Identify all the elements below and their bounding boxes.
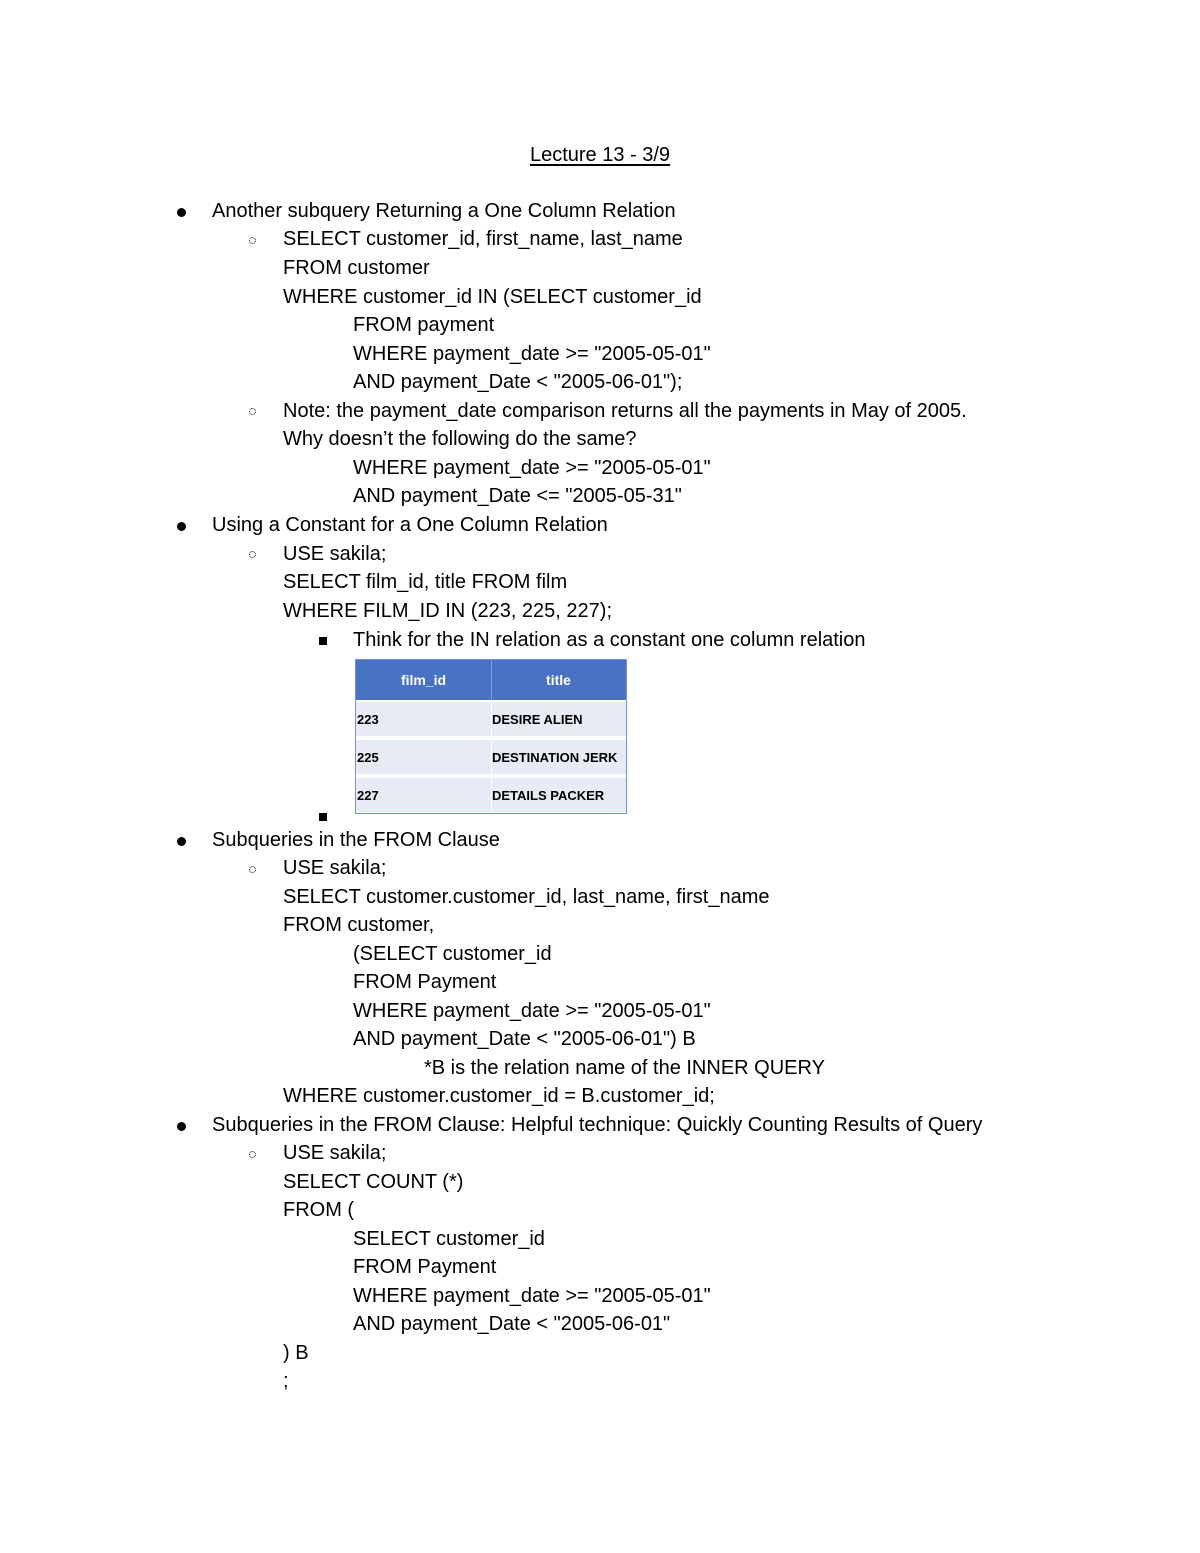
table-cell: DESTINATION JERK [492,750,618,765]
code-line: WHERE payment_date >= "2005-05-01" [353,1285,711,1307]
code-line: WHERE FILM_ID IN (223, 225, 227); [283,600,613,622]
code-line: USE sakila; [283,857,387,879]
code-line: FROM customer, [283,914,435,936]
bullet-circle-icon [249,237,256,244]
code-line: WHERE payment_date >= "2005-05-01" [353,1000,711,1022]
bullet-circle-icon [249,408,256,415]
table-row [356,776,626,812]
code-line: SELECT customer.customer_id, last_name, first_name [283,886,770,908]
code-line: SELECT COUNT (*) [283,1171,464,1193]
table-row [356,738,626,774]
code-line: (SELECT customer_id [353,943,552,965]
bullet-circle-icon [249,866,256,873]
code-line: WHERE customer.customer_id = B.customer_id; [283,1085,715,1107]
bullet-circle-icon [249,1151,256,1158]
code-line: FROM customer [283,257,430,279]
bullet-disc-icon [177,837,186,846]
bullet-square-icon [319,637,327,645]
page-title: Lecture 13 - 3/9 [529,144,671,166]
code-line: FROM Payment [353,971,497,993]
table-cell: 227 [357,788,379,803]
film-table [355,659,627,814]
table-cell: 225 [357,750,379,765]
bullet-disc-icon [177,208,186,217]
annotation-line: *B is the relation name of the INNER QUERY [424,1057,825,1079]
code-line: FROM ( [283,1199,355,1221]
code-line: AND payment_Date <= "2005-05-31" [353,485,682,507]
column-header: title [546,672,571,688]
section-heading: Subqueries in the FROM Clause: Helpful technique: Quickly Counting Results of Query [212,1114,983,1136]
code-line: SELECT film_id, title FROM film [283,571,568,593]
code-line: ; [283,1370,289,1392]
table-cell: DESIRE ALIEN [492,712,583,727]
code-line: WHERE payment_date >= "2005-05-01" [353,457,711,479]
table-cell: 223 [357,712,379,727]
table-header [356,660,626,700]
code-line: WHERE payment_date >= "2005-05-01" [353,343,711,365]
section-heading: Another subquery Returning a One Column Relation [212,200,676,222]
table-cell: DETAILS PACKER [492,788,605,803]
code-line: AND payment_Date < "2005-06-01") B [353,1028,696,1050]
code-line: USE sakila; [283,543,387,565]
code-line: WHERE customer_id IN (SELECT customer_id [283,286,702,308]
code-line: AND payment_Date < "2005-06-01" [353,1313,671,1335]
column-header: film_id [400,672,447,688]
bullet-disc-icon [177,1122,186,1131]
note-line: Why doesn’t the following do the same? [283,428,637,450]
bullet-square-icon [319,813,327,821]
code-line: SELECT customer_id, first_name, last_name [283,228,683,250]
code-line: SELECT customer_id [353,1228,545,1250]
code-line: AND payment_Date < "2005-06-01"); [353,371,683,393]
code-line: FROM Payment [353,1256,497,1278]
code-line: ) B [283,1342,309,1364]
table-row [356,700,626,736]
bullet-circle-icon [249,551,256,558]
bullet-disc-icon [177,522,186,531]
code-line: FROM payment [353,314,495,336]
sub-bullet-text: Think for the IN relation as a constant one column relation [353,629,866,651]
code-line: USE sakila; [283,1142,387,1164]
note-line: Note: the payment_date comparison returns all the payments in May of 2005. [283,400,967,422]
section-heading: Subqueries in the FROM Clause [212,829,500,851]
section-heading: Using a Constant for a One Column Relation [212,514,608,536]
